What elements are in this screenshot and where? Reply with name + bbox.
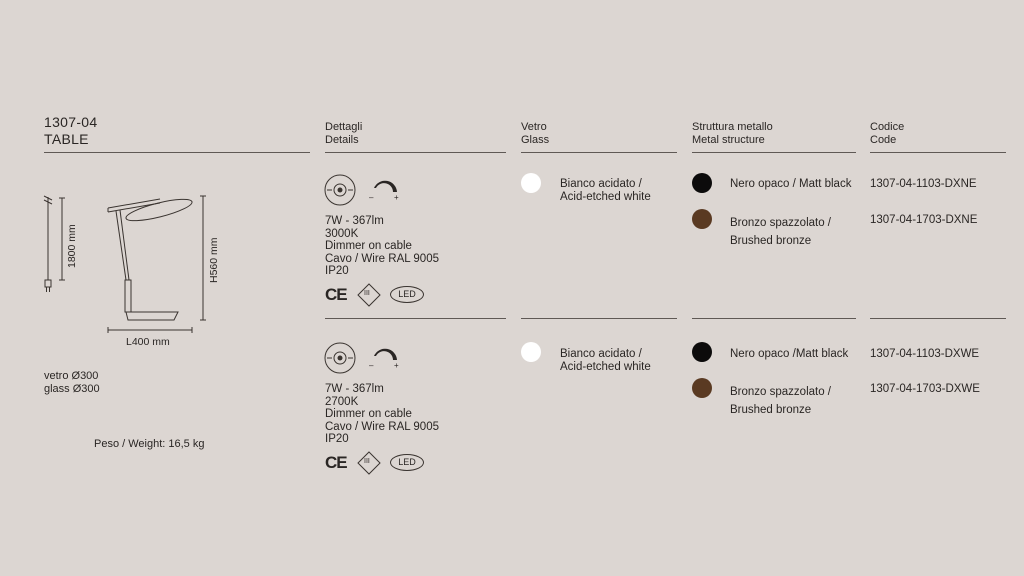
dimmer-plus-label: + — [394, 361, 399, 370]
header-metal-en: Metal structure — [692, 134, 765, 146]
spec-power: 7W - 367lm — [325, 383, 384, 395]
glass-label — [560, 348, 651, 373]
glass-diameter-it: vetro Ø300 — [44, 370, 99, 382]
finish-label — [730, 214, 831, 250]
dimmer-knob-icon — [323, 173, 359, 209]
length-label: L400 mm — [126, 336, 170, 348]
spec-dimmer: Dimmer on cable — [325, 240, 412, 252]
height-label: H560 mm — [208, 237, 220, 283]
spec-cable: Cavo / Wire RAL 9005 — [325, 420, 439, 433]
finish-swatch-black — [692, 342, 712, 362]
spec-dimmer: Dimmer on cable — [325, 408, 412, 420]
header-metal-it: Struttura metallo — [692, 121, 773, 133]
spec-color-temp: 2700K — [325, 395, 359, 408]
header-code-it: Codice — [870, 121, 905, 133]
led-icon: LED — [390, 454, 424, 471]
finish-label-it: Bronzo spazzolato / — [730, 217, 832, 229]
spec-ip: IP20 — [325, 265, 349, 277]
spec-cable: Cavo / Wire RAL 9005 — [325, 252, 439, 265]
ce-mark-icon: CE — [325, 453, 347, 472]
class-iii-label: III — [364, 458, 370, 465]
finish-label: Nero opaco / Matt black — [730, 178, 852, 190]
product-code-cell: 1307-04-1103-DXWE — [870, 348, 980, 360]
ce-mark-icon: CE — [325, 285, 347, 304]
product-type: TABLE — [44, 131, 89, 147]
weight-label: Peso / Weight: 16,5 kg — [94, 438, 205, 450]
finish-swatch-black — [692, 173, 712, 193]
glass-label-it: Bianco acidato / — [560, 348, 642, 360]
finish-label-it: Bronzo spazzolato / — [730, 386, 832, 398]
spec-ip: IP20 — [325, 433, 349, 445]
glass-swatch-white — [521, 173, 541, 193]
specs-list — [325, 215, 439, 278]
glass-diameter — [44, 370, 100, 396]
header-details-it: Dettagli — [325, 121, 363, 133]
spec-power: 7W - 367lm — [325, 215, 384, 227]
specs-list — [325, 383, 439, 446]
glass-label-en: Acid-etched white — [560, 360, 651, 373]
glass-swatch-white — [521, 342, 541, 362]
finish-label-en: Brushed bronze — [730, 404, 812, 416]
finish-swatch-bronze — [692, 378, 712, 398]
product-code-cell: 1307-04-1703-DXNE — [870, 214, 978, 226]
glass-label — [560, 178, 651, 203]
header-code-en: Code — [870, 134, 897, 146]
finish-label — [730, 383, 831, 419]
finish-swatch-bronze — [692, 209, 712, 229]
led-icon: LED — [390, 286, 424, 303]
cable-height-label: 1800 mm — [66, 224, 78, 268]
header-glass-en: Glass — [521, 134, 550, 146]
spec-color-temp: 3000K — [325, 227, 359, 240]
glass-label-it: Bianco acidato / — [560, 178, 642, 190]
product-code-cell: 1307-04-1703-DXWE — [870, 383, 980, 395]
product-code: 1307-04 — [44, 114, 98, 130]
dimmer-minus-label: – — [369, 193, 374, 202]
dimmer-knob-icon — [323, 341, 359, 377]
header-glass-it: Vetro — [521, 121, 547, 133]
dimmer-minus-label: – — [369, 361, 374, 370]
product-code-cell: 1307-04-1103-DXNE — [870, 178, 977, 190]
header-details-en: Details — [325, 134, 359, 146]
class-iii-label: III — [364, 290, 370, 297]
dimmer-plus-label: + — [394, 193, 399, 202]
finish-label: Nero opaco /Matt black — [730, 348, 849, 360]
glass-diameter-en: glass Ø300 — [44, 383, 100, 395]
finish-label-en: Brushed bronze — [730, 235, 812, 247]
glass-label-en: Acid-etched white — [560, 190, 651, 203]
